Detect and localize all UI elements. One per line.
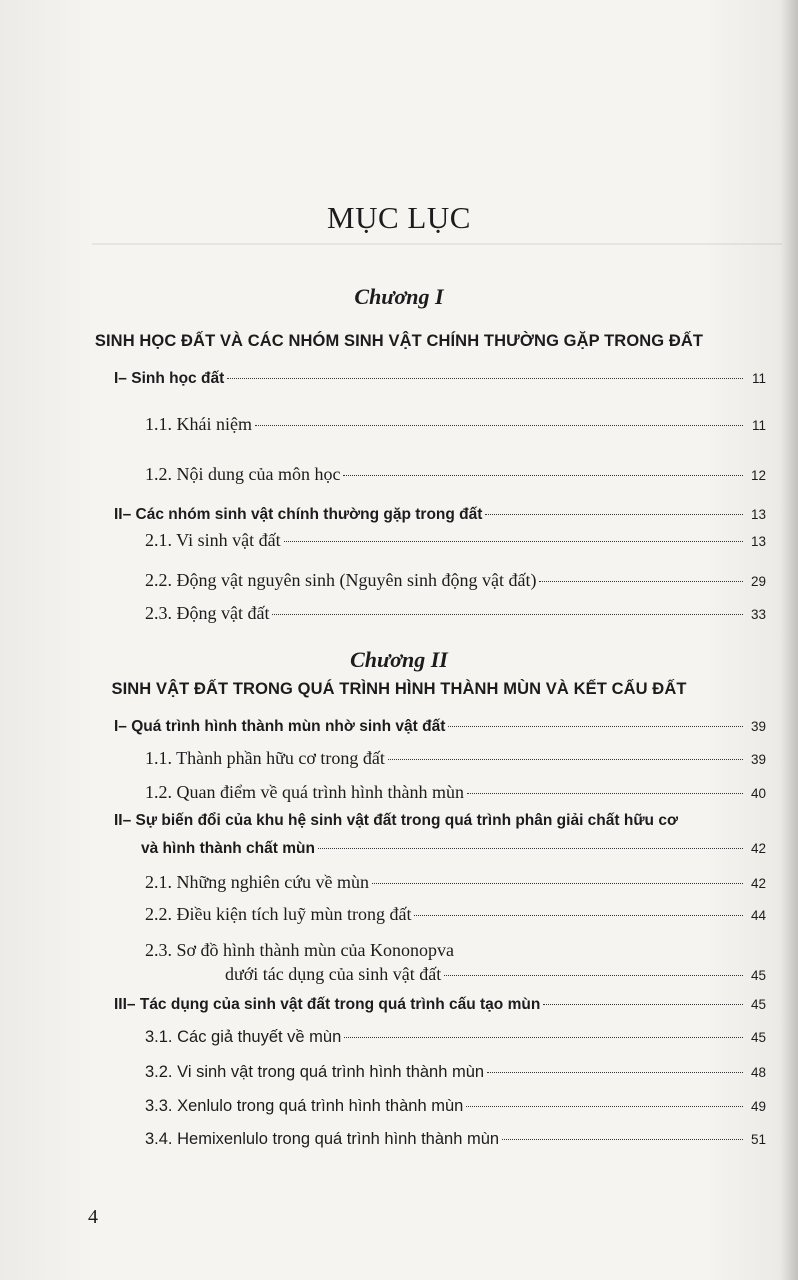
- toc-entry-text: III– Tác dụng của sinh vật đất trong quá trình cấu tạo mùn: [114, 996, 541, 1013]
- toc-entry-page: 49: [750, 1099, 766, 1114]
- leader-dots: [467, 793, 743, 794]
- toc-entry-page: 29: [750, 574, 766, 589]
- leader-dots: [344, 1037, 743, 1038]
- toc-entry-text: II– Sự biến đổi của khu hệ sinh vật đất trong quá trình phân giải chất hữu cơ: [114, 812, 678, 829]
- toc-entry-text: 2.3. Động vật đất: [145, 603, 270, 623]
- toc-entry-text: 3.1. Các giả thuyết về mùn: [145, 1028, 342, 1046]
- toc-entry-text: 2.1. Những nghiên cứu về mùn: [145, 872, 369, 892]
- leader-dots: [543, 1004, 743, 1005]
- leader-dots: [414, 915, 743, 916]
- toc-entry-text: 1.2. Quan điểm về quá trình hình thành mùn: [145, 782, 464, 802]
- toc-entry[interactable]: [145, 464, 766, 485]
- chapter-title: SINH HỌC ĐẤT VÀ CÁC NHÓM SINH VẬT CHÍNH THƯỜNG GẶP TRONG ĐẤT: [94, 332, 704, 350]
- leader-dots: [227, 378, 743, 379]
- toc-entry-page: 45: [750, 968, 766, 983]
- toc-entry[interactable]: [145, 414, 766, 435]
- toc-entry-page: 13: [750, 534, 766, 549]
- toc-entry-page: 39: [750, 719, 766, 734]
- toc-entry[interactable]: [145, 872, 766, 893]
- toc-entry[interactable]: [145, 1097, 766, 1116]
- toc-entry[interactable]: [114, 718, 766, 736]
- toc-entry[interactable]: [145, 603, 766, 624]
- toc-entry-page: 40: [750, 786, 766, 801]
- toc-entry-page: 45: [750, 1030, 766, 1045]
- page-number: 4: [88, 1206, 98, 1228]
- toc-entry-page: 11: [751, 371, 766, 386]
- toc-entry-page: 51: [750, 1132, 766, 1147]
- toc-entry[interactable]: [114, 506, 766, 524]
- toc-entry-text: 2.3. Sơ đồ hình thành mùn của Kononopva: [145, 940, 454, 960]
- leader-dots: [388, 759, 743, 760]
- toc-entry[interactable]: [225, 964, 766, 985]
- toc-entry-page: 42: [750, 841, 766, 856]
- toc-entry-text: 2.2. Động vật nguyên sinh (Nguyên sinh động vật đất): [145, 570, 537, 590]
- page-title: MỤC LỤC: [327, 200, 471, 235]
- toc-entry[interactable]: [114, 370, 766, 388]
- leader-dots: [343, 475, 743, 476]
- toc-entry-text: I– Sinh học đất: [114, 370, 225, 387]
- toc-entry-text: và hình thành chất mùn: [141, 840, 315, 857]
- toc-entry[interactable]: [145, 782, 766, 803]
- toc-entry-text: 3.2. Vi sinh vật trong quá trình hình thành mùn: [145, 1063, 485, 1081]
- toc-entry[interactable]: [145, 530, 766, 551]
- toc-entry[interactable]: [145, 1130, 766, 1149]
- chapter-label: Chương II: [350, 647, 448, 672]
- leader-dots: [372, 883, 743, 884]
- leader-dots: [272, 614, 743, 615]
- leader-dots: [539, 581, 743, 582]
- toc-entry[interactable]: [145, 1063, 766, 1082]
- chapter-title: SINH VẬT ĐẤT TRONG QUÁ TRÌNH HÌNH THÀNH MÙN VÀ KẾT CẤU ĐẤT: [111, 680, 687, 698]
- toc-entry-page: 48: [750, 1065, 766, 1080]
- toc-entry-text: 1.2. Nội dung của môn học: [145, 464, 341, 484]
- toc-entry-text: dưới tác dụng của sinh vật đất: [225, 964, 442, 984]
- leader-dots: [284, 541, 743, 542]
- toc-entry[interactable]: [145, 1028, 766, 1047]
- toc-entry[interactable]: [114, 996, 766, 1014]
- leader-dots: [444, 975, 743, 976]
- toc-entry-text: 2.1. Vi sinh vật đất: [145, 530, 281, 550]
- toc-entry[interactable]: [145, 904, 766, 925]
- toc-entry-page: 13: [750, 507, 766, 522]
- toc-entry[interactable]: [145, 748, 766, 769]
- leader-dots: [487, 1072, 743, 1073]
- leader-dots: [466, 1106, 743, 1107]
- toc-entry-text: 3.4. Hemixenlulo trong quá trình hình thành mùn: [145, 1130, 500, 1148]
- leader-dots: [318, 848, 743, 849]
- leader-dots: [255, 425, 743, 426]
- toc-entry-text: I– Quá trình hình thành mùn nhờ sinh vật đất: [114, 718, 446, 735]
- toc-entry-text: 1.1. Khái niệm: [145, 414, 252, 434]
- toc-entry-page: 33: [750, 607, 766, 622]
- toc-entry-page: 12: [750, 468, 766, 483]
- leader-dots: [448, 726, 743, 727]
- show-through-line: [92, 243, 782, 245]
- toc-entry[interactable]: [141, 840, 766, 858]
- toc-entry-page: 44: [750, 908, 766, 923]
- page-edge-shadow: [780, 0, 798, 1280]
- toc-entry-page: 39: [750, 752, 766, 767]
- toc-entry-page: 11: [751, 418, 766, 433]
- leader-dots: [485, 514, 743, 515]
- leader-dots: [502, 1139, 743, 1140]
- toc-entry-text: 3.3. Xenlulo trong quá trình hình thành mùn: [145, 1097, 464, 1115]
- toc-entry-page: 45: [750, 997, 766, 1012]
- toc-entry-text: II– Các nhóm sinh vật chính thường gặp trong đất: [114, 506, 483, 523]
- toc-entry-text: 1.1. Thành phần hữu cơ trong đất: [145, 748, 385, 768]
- toc-entry[interactable]: [145, 570, 766, 591]
- chapter-label: Chương I: [354, 284, 444, 309]
- toc-entry-page: 42: [750, 876, 766, 891]
- toc-entry-text: 2.2. Điều kiện tích luỹ mùn trong đất: [145, 904, 412, 924]
